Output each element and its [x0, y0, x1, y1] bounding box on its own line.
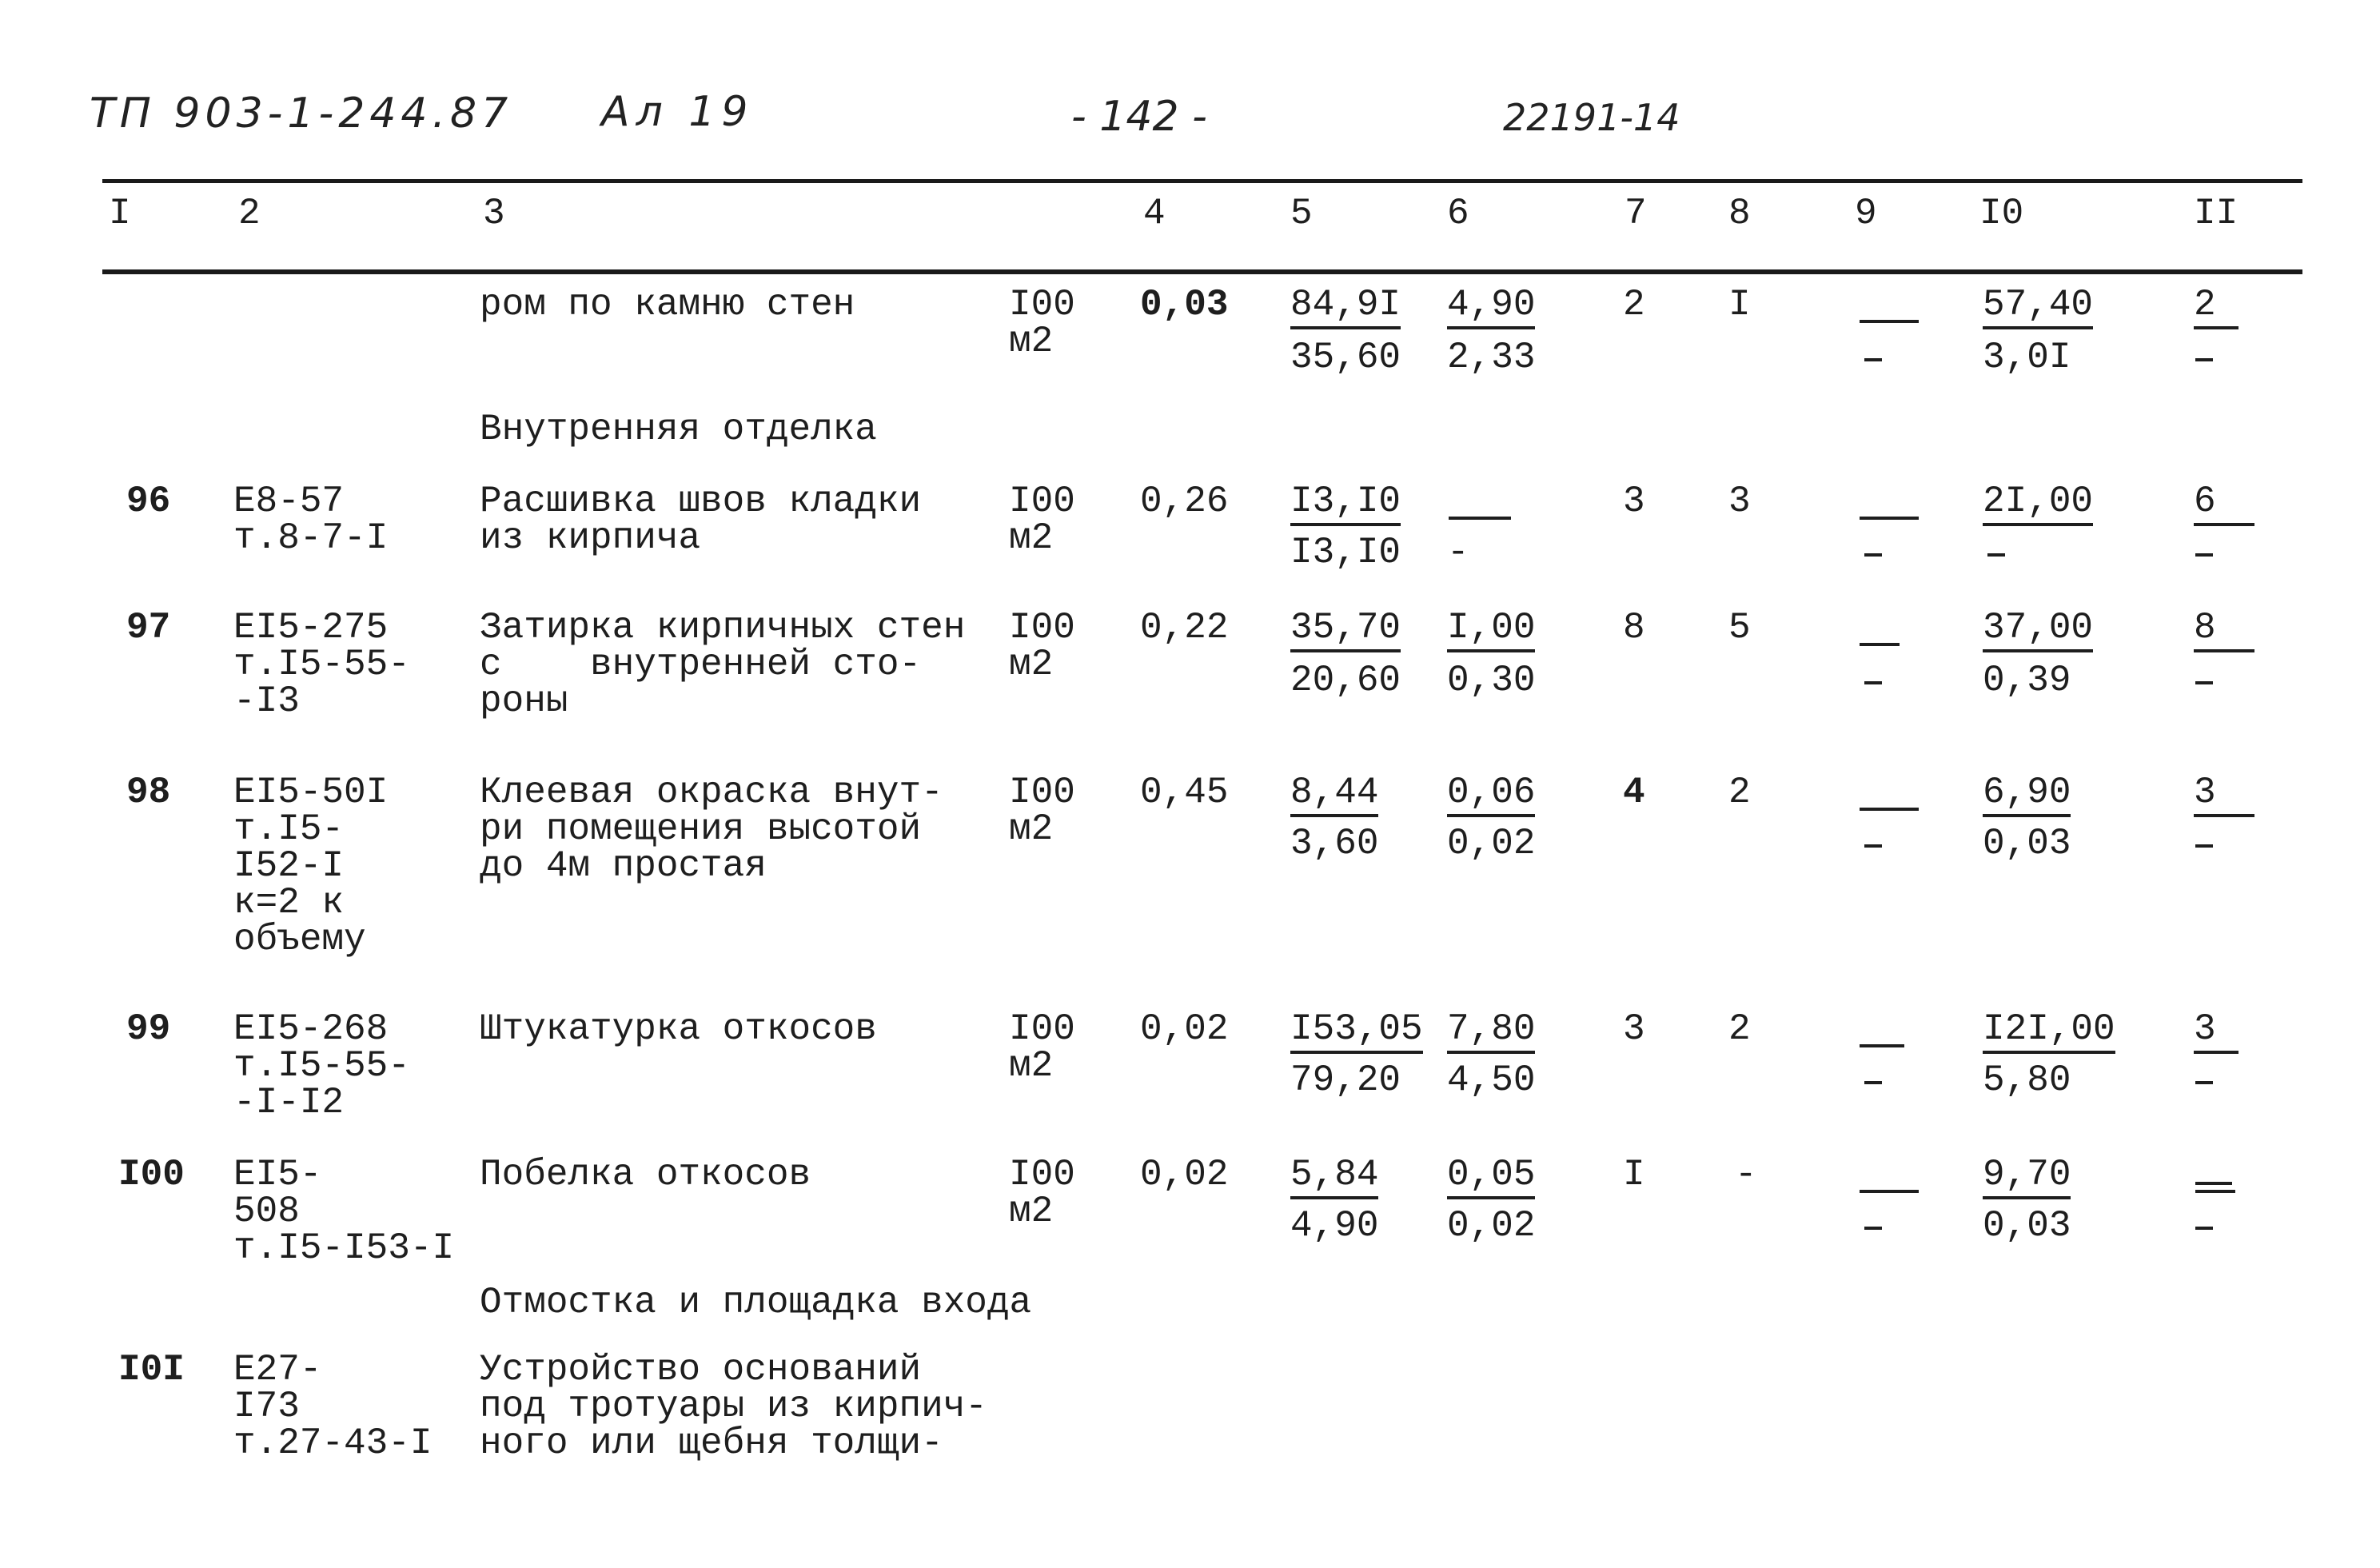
- column-header-4: 4: [1143, 193, 1166, 234]
- row-99-c5-bottom: 79,20: [1290, 1059, 1401, 1101]
- row-100-c5-top: 5,84: [1290, 1156, 1378, 1199]
- row-98-number: 98: [126, 772, 171, 813]
- continuation-c6-top: 4,90: [1447, 286, 1535, 329]
- continuation-c10-bottom: 3,0I: [1983, 337, 2071, 378]
- row-100-c6-bottom: 0,02: [1447, 1205, 1536, 1247]
- doc-code: ТП 903-1-244.87: [90, 90, 513, 138]
- continuation-c9-top-dash: [1860, 320, 1919, 323]
- table-top-rule: [102, 179, 2302, 183]
- continuation-c10-top: 57,40: [1983, 286, 2093, 329]
- row-96-c10-top: 2I,00: [1983, 483, 2093, 526]
- row-100-unit: I00 м2: [1009, 1154, 1075, 1232]
- row-96-c6-top-dash: [1449, 517, 1511, 520]
- column-header-8: 8: [1728, 193, 1751, 234]
- row-96-c6-bottom: -: [1447, 532, 1469, 573]
- row-96-c9-top-dash: [1860, 517, 1919, 520]
- row-99-c8: 2: [1728, 1008, 1751, 1050]
- row-98-c5-bottom: 3,60: [1290, 823, 1379, 864]
- album-number: Ал 19: [601, 88, 755, 136]
- row-99-c11-bottom-dash: [2195, 1081, 2213, 1084]
- row-96-c8: 3: [1728, 481, 1751, 522]
- row-97-c5-top: 35,70: [1290, 609, 1401, 652]
- sheet-code: 22191-14: [1503, 96, 1680, 139]
- row-98-c11-top: 3: [2194, 774, 2254, 817]
- column-header-7: 7: [1625, 193, 1647, 234]
- row-101-number: I0I: [118, 1349, 185, 1390]
- row-98-c10-bottom: 0,03: [1983, 823, 2071, 864]
- row-99-c6-top: 7,80: [1447, 1011, 1535, 1054]
- row-100-c10-bottom: 0,03: [1983, 1205, 2071, 1247]
- row-100-name: Побелка откосов: [480, 1154, 811, 1195]
- column-header-9: 9: [1855, 193, 1877, 234]
- page-number: - 142 -: [1071, 93, 1207, 141]
- row-99-unit: I00 м2: [1009, 1008, 1075, 1087]
- row-98-c11-bottom-dash: [2195, 844, 2213, 848]
- row-100-c10-top: 9,70: [1983, 1156, 2071, 1199]
- row-99-c6-bottom: 4,50: [1447, 1059, 1536, 1101]
- row-100-code: ЕI5- 508 т.I5-I53-I: [233, 1154, 455, 1269]
- continuation-qty: 0,03: [1140, 284, 1229, 325]
- row-97-c7: 8: [1623, 607, 1645, 648]
- row-99-c10-top: I2I,00: [1983, 1011, 2115, 1054]
- row-99-name: Штукатурка откосов: [480, 1008, 877, 1050]
- row-97-c5-bottom: 20,60: [1290, 660, 1401, 701]
- row-100-c11-mid-dash: [2195, 1190, 2235, 1193]
- row-98-name: Клеевая окраска внут- ри помещения высотой до 4м простая: [480, 772, 943, 887]
- row-99-number: 99: [126, 1008, 171, 1050]
- row-98-c5-top: 8,44: [1290, 774, 1378, 817]
- row-100-c11-top-dash: [2195, 1182, 2232, 1185]
- row-98-c8: 2: [1728, 772, 1751, 813]
- row-97-c9-bottom-dash: [1864, 681, 1882, 684]
- column-header-6: 6: [1447, 193, 1469, 234]
- column-header-5: 5: [1290, 193, 1313, 234]
- row-97-number: 97: [126, 607, 171, 648]
- row-97-c6-top: I,00: [1447, 609, 1535, 652]
- row-97-c10-top: 37,00: [1983, 609, 2093, 652]
- row-96-c11-top: 6: [2194, 483, 2254, 526]
- row-99-qty: 0,02: [1140, 1008, 1229, 1050]
- row-100-c9-bottom-dash: [1864, 1227, 1882, 1230]
- row-101-name: Устройство оснований под тротуары из кирпич- ного или щебня толщи-: [480, 1349, 987, 1464]
- column-header-11: II: [2194, 193, 2238, 234]
- row-97-c6-bottom: 0,30: [1447, 660, 1536, 701]
- row-98-c9-bottom-dash: [1864, 844, 1882, 848]
- row-96-qty: 0,26: [1140, 481, 1229, 522]
- column-header-2: 2: [238, 193, 261, 234]
- row-97-c8: 5: [1728, 607, 1751, 648]
- row-100-c9-top-dash: [1860, 1190, 1919, 1193]
- row-99-code: ЕI5-268 т.I5-55- -I-I2: [233, 1008, 410, 1123]
- row-100-number: I00: [118, 1154, 185, 1195]
- row-96-number: 96: [126, 481, 171, 522]
- row-96-code: Е8-57 т.8-7-I: [233, 481, 389, 559]
- row-100-c11-bottom-dash: [2195, 1227, 2213, 1230]
- continuation-unit: I00 м2: [1009, 284, 1075, 362]
- row-97-c11-top: 8: [2194, 609, 2254, 652]
- continuation-c6-bottom: 2,33: [1447, 337, 1536, 378]
- row-97-name: Затирка кирпичных стен с внутренней сто- роны: [480, 607, 966, 722]
- row-98-c7: 4: [1623, 772, 1645, 813]
- row-99-c7: 3: [1623, 1008, 1645, 1050]
- row-99-c10-bottom: 5,80: [1983, 1059, 2071, 1101]
- row-100-c5-bottom: 4,90: [1290, 1205, 1379, 1247]
- row-98-c6-bottom: 0,02: [1447, 823, 1536, 864]
- row-100-c8: -: [1735, 1154, 1757, 1195]
- section-title-interior: Внутренняя отделка: [480, 409, 877, 450]
- row-96-c11-bottom-dash: [2195, 553, 2213, 557]
- row-98-unit: I00 м2: [1009, 772, 1075, 850]
- row-98-qty: 0,45: [1140, 772, 1229, 813]
- continuation-c7: 2: [1623, 284, 1645, 325]
- row-99-c9-top-dash: [1860, 1044, 1904, 1047]
- row-96-c9-bottom-dash: [1864, 553, 1882, 557]
- row-96-c7: 3: [1623, 481, 1645, 522]
- continuation-c9-bottom-dash: [1864, 358, 1882, 361]
- row-96-unit: I00 м2: [1009, 481, 1075, 559]
- continuation-c5-top: 84,9I: [1290, 286, 1401, 329]
- row-99-c11-top: 3: [2194, 1011, 2238, 1054]
- row-100-c7: I: [1623, 1154, 1645, 1195]
- row-99-c5-top: I53,05: [1290, 1011, 1423, 1054]
- continuation-c11-top: 2: [2194, 286, 2238, 329]
- row-99-c9-bottom-dash: [1864, 1081, 1882, 1084]
- section-title-paving: Отмостка и площадка входа: [480, 1282, 1032, 1323]
- row-98-c6-top: 0,06: [1447, 774, 1535, 817]
- row-98-c10-top: 6,90: [1983, 774, 2071, 817]
- row-96-c10-bottom-dash: [1987, 553, 2005, 557]
- continuation-c11-bottom-dash: [2195, 358, 2213, 361]
- row-96-c5-bottom: I3,I0: [1290, 532, 1401, 573]
- continuation-c8: I: [1728, 284, 1751, 325]
- row-97-c10-bottom: 0,39: [1983, 660, 2071, 701]
- row-97-code: ЕI5-275 т.I5-55- -I3: [233, 607, 410, 722]
- row-97-c11-bottom-dash: [2195, 681, 2213, 684]
- column-header-10: I0: [1979, 193, 2024, 234]
- row-97-c9-top-dash: [1860, 643, 1900, 646]
- row-97-unit: I00 м2: [1009, 607, 1075, 685]
- row-97-qty: 0,22: [1140, 607, 1229, 648]
- row-100-qty: 0,02: [1140, 1154, 1229, 1195]
- column-header-3: 3: [483, 193, 505, 234]
- continuation-c5-bottom: 35,60: [1290, 337, 1401, 378]
- row-100-c6-top: 0,05: [1447, 1156, 1535, 1199]
- table-header-rule: [102, 269, 2302, 274]
- continuation-text: ром по камню стен: [480, 284, 855, 325]
- row-98-c9-top-dash: [1860, 808, 1919, 811]
- row-101-code: Е27- I73 т.27-43-I: [233, 1349, 433, 1464]
- row-96-c5-top: I3,I0: [1290, 483, 1401, 526]
- row-98-code: ЕI5-50I т.I5- I52-I к=2 к объему: [233, 772, 389, 960]
- column-header-1: I: [109, 193, 131, 234]
- row-96-name: Расшивка швов кладки из кирпича: [480, 481, 922, 559]
